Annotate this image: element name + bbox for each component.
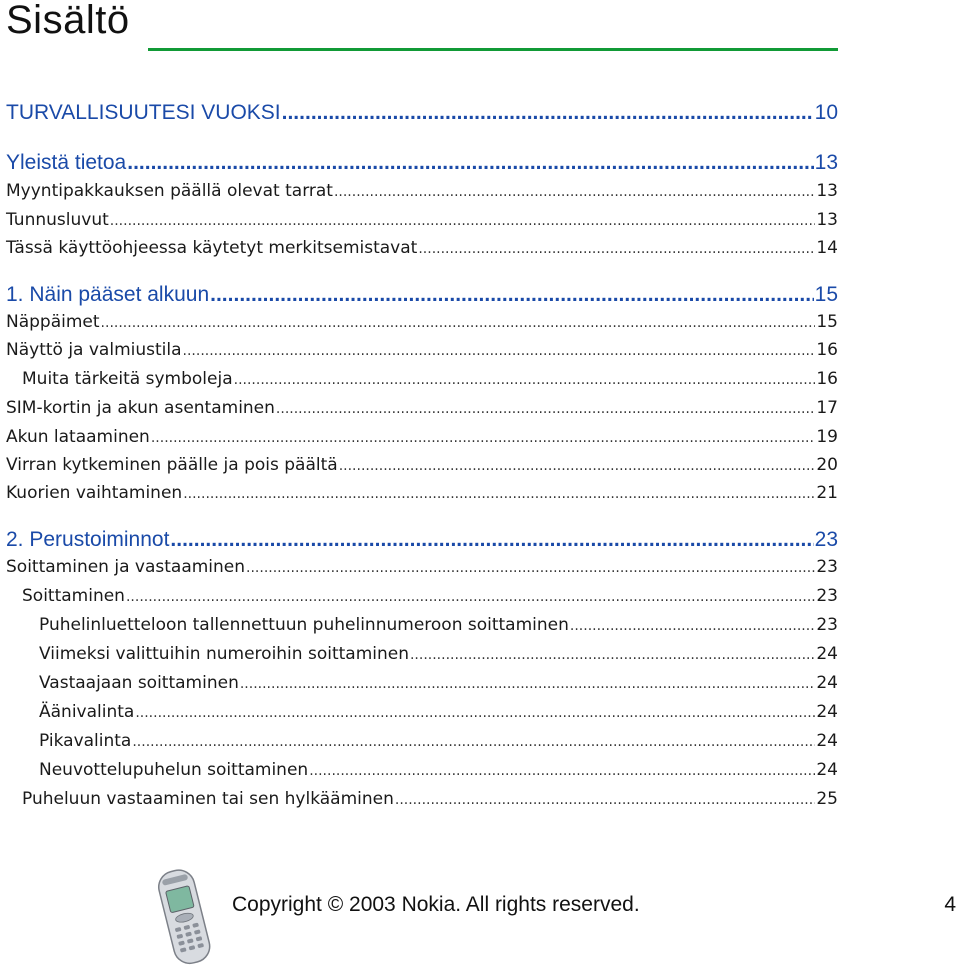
toc-entry-page: 24 — [816, 731, 838, 751]
toc-leader-dots — [334, 185, 815, 199]
toc-entry-page: 25 — [816, 789, 838, 809]
toc-entry-page: 23 — [816, 557, 838, 577]
toc-leader-dots — [339, 459, 816, 473]
title-underline — [148, 48, 838, 51]
toc-entry-page: 20 — [816, 455, 838, 475]
toc-leader-dots — [418, 242, 815, 256]
toc-leader-dots — [127, 152, 813, 173]
toc-leader-dots — [132, 735, 815, 749]
toc-entry[interactable] — [22, 588, 838, 605]
toc-entry-page: 10 — [814, 101, 838, 124]
toc-entry[interactable] — [6, 457, 838, 474]
toc-leader-dots — [101, 316, 816, 330]
toc-leader-dots — [183, 344, 816, 358]
toc-entry-page: 13 — [816, 181, 838, 201]
copyright-notice: Copyright © 2003 Nokia. All rights reserved. — [232, 893, 640, 916]
toc-entry-page: 21 — [816, 483, 838, 503]
toc-entry-label: Akun lataaminen — [6, 427, 150, 447]
page-title: Sisältö — [6, 0, 130, 42]
toc-entry[interactable] — [6, 183, 838, 200]
toc-leader-dots — [410, 648, 815, 662]
toc-entry-label: Myyntipakkauksen päällä olevat tarrat — [6, 181, 333, 201]
toc-entry[interactable] — [6, 529, 838, 550]
toc-entry[interactable] — [6, 152, 838, 173]
toc-leader-dots — [110, 214, 816, 228]
toc-entry[interactable] — [39, 646, 838, 663]
toc-entry-page: 24 — [816, 702, 838, 722]
toc-entry-label: Näppäimet — [6, 312, 100, 332]
toc-entry[interactable] — [39, 762, 838, 779]
toc-entry-page: 16 — [816, 340, 838, 360]
toc-leader-dots — [183, 487, 815, 501]
toc-entry-page: 13 — [816, 210, 838, 230]
toc-entry-label: 1. Näin pääset alkuun — [6, 283, 210, 306]
toc-entry-page: 13 — [814, 151, 838, 174]
toc-entry-page: 14 — [816, 238, 838, 258]
toc-entry[interactable] — [6, 284, 838, 305]
toc-entry[interactable] — [6, 559, 838, 576]
toc-entry[interactable] — [6, 429, 838, 446]
toc-entry-page: 24 — [816, 673, 838, 693]
toc-leader-dots — [210, 284, 814, 305]
nokia-phone-icon — [148, 866, 218, 966]
toc-leader-dots — [151, 431, 816, 445]
toc-entry[interactable] — [6, 485, 838, 502]
toc-entry[interactable] — [6, 240, 838, 257]
toc-entry-label: SIM-kortin ja akun asentaminen — [6, 398, 275, 418]
toc-entry-label: Yleistä tietoa — [6, 151, 127, 174]
toc-entry-label: Äänivalinta — [39, 702, 135, 722]
toc-entry-page: 15 — [816, 312, 838, 332]
toc-entry-label: Viimeksi valittuihin numeroihin soittaminen — [39, 644, 409, 664]
toc-entry-label: Tässä käyttöohjeessa käytetyt merkitsemistavat — [6, 238, 418, 258]
toc-entry-page: 24 — [816, 644, 838, 664]
toc-leader-dots — [234, 373, 816, 387]
toc-entry-page: 15 — [814, 283, 838, 306]
toc-entry[interactable] — [39, 704, 838, 721]
toc-entry[interactable] — [6, 342, 838, 359]
toc-entry[interactable] — [6, 400, 838, 417]
toc-entry-label: Näyttö ja valmiustila — [6, 340, 182, 360]
toc-entry-label: 2. Perustoiminnot — [6, 528, 170, 551]
toc-entry-label: Neuvottelupuhelun soittaminen — [39, 760, 309, 780]
toc-entry-page: 24 — [816, 760, 838, 780]
toc-entry[interactable] — [39, 733, 838, 750]
toc-entry-page: 23 — [816, 586, 838, 606]
toc-leader-dots — [309, 764, 815, 778]
toc-entry-label: TURVALLISUUTESI VUOKSI — [6, 101, 281, 124]
toc-entry[interactable] — [22, 371, 838, 388]
toc-leader-dots — [135, 706, 815, 720]
toc-entry[interactable] — [6, 102, 838, 123]
toc-leader-dots — [240, 677, 816, 691]
toc-entry-page: 19 — [816, 427, 838, 447]
toc-entry-page: 23 — [814, 528, 838, 551]
toc-entry[interactable] — [6, 314, 838, 331]
toc-entry-page: 23 — [816, 615, 838, 635]
toc-entry[interactable] — [39, 617, 838, 634]
toc-entry-label: Tunnusluvut — [6, 210, 109, 230]
toc-entry[interactable] — [22, 791, 838, 808]
toc-entry[interactable] — [39, 675, 838, 692]
toc-leader-dots — [246, 561, 815, 575]
toc-entry-label: Kuorien vaihtaminen — [6, 483, 183, 503]
toc-leader-dots — [570, 619, 815, 633]
toc-entry[interactable] — [6, 212, 838, 229]
toc-entry-label: Soittaminen — [22, 586, 125, 606]
page-number: 4 — [944, 893, 956, 916]
toc-entry-label: Muita tärkeitä symboleja — [22, 369, 233, 389]
toc-entry-page: 17 — [816, 398, 838, 418]
toc-leader-dots — [395, 793, 815, 807]
toc-entry-label: Soittaminen ja vastaaminen — [6, 557, 246, 577]
toc-entry-label: Vastaajaan soittaminen — [39, 673, 239, 693]
toc-entry-page: 16 — [816, 369, 838, 389]
toc-leader-dots — [170, 529, 813, 550]
toc-entry-label: Puhelinluetteloon tallennettuun puhelinnumeroon soittaminen — [39, 615, 569, 635]
toc-entry-label: Puheluun vastaaminen tai sen hylkääminen — [22, 789, 394, 809]
toc-leader-dots — [276, 402, 815, 416]
toc-leader-dots — [282, 102, 814, 123]
toc-entry-label: Virran kytkeminen päälle ja pois päältä — [6, 455, 338, 475]
toc-leader-dots — [126, 590, 815, 604]
toc-entry-label: Pikavalinta — [39, 731, 132, 751]
